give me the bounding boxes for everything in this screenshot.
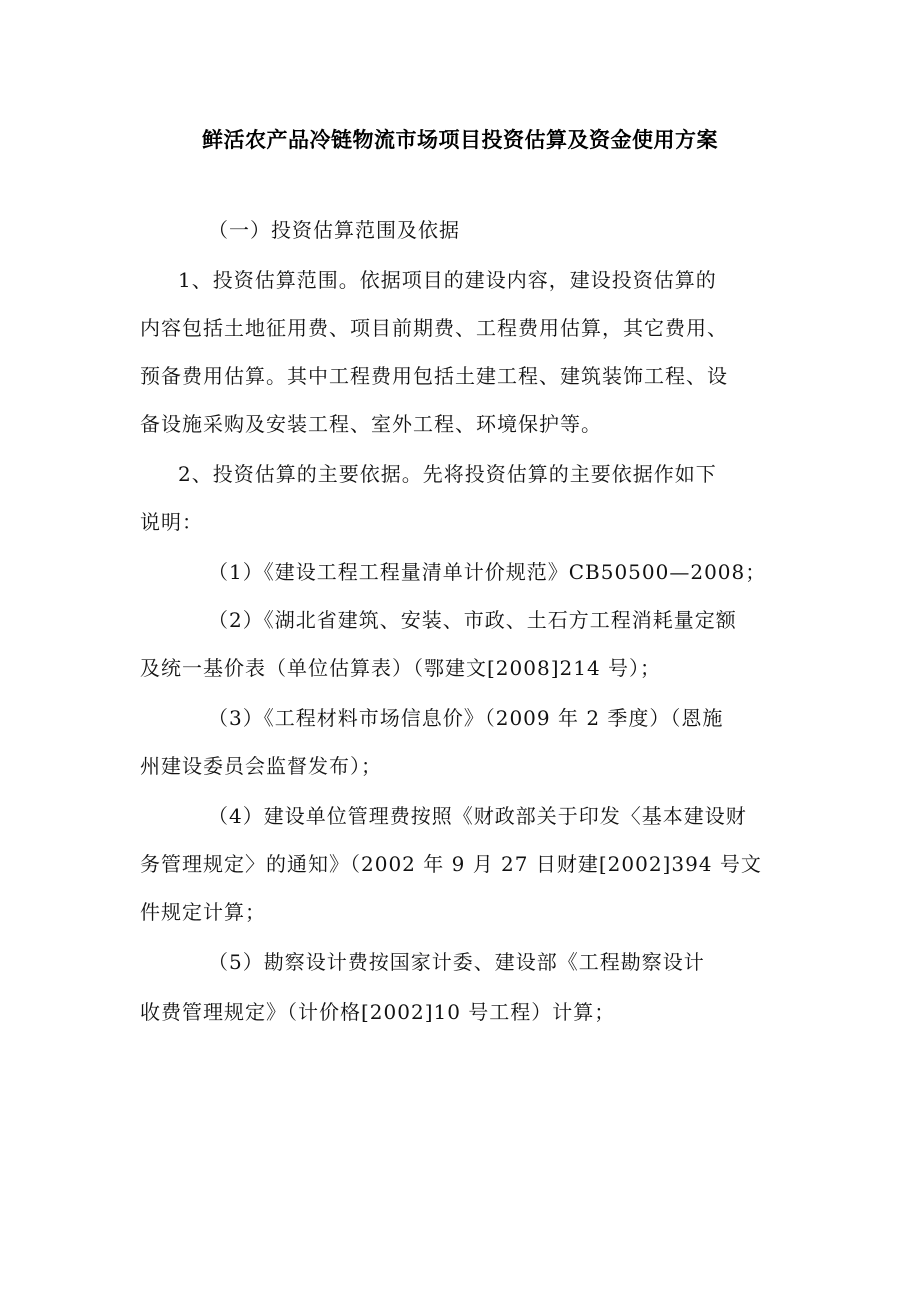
paragraph-line: 1、投资估算范围。依据项目的建设内容，建设投资估算的 — [178, 268, 717, 292]
paragraph-line: 预备费用估算。其中工程费用包括土建工程、建筑装饰工程、设 — [140, 364, 728, 388]
paragraph-line: 说明： — [140, 510, 203, 534]
list-item: （4）建设单位管理费按照《财政部关于印发〈基本建设财 — [208, 804, 747, 828]
list-item: （3）《工程材料市场信息价》（2009 年 2 季度）（恩施 — [208, 706, 724, 730]
document-title: 鲜活农产品冷链物流市场项目投资估算及资金使用方案 — [202, 128, 718, 152]
list-item-continuation: 收费管理规定》（计价格[2002]10 号工程）计算； — [140, 1000, 616, 1024]
section-heading: （一）投资估算范围及依据 — [208, 218, 460, 242]
list-item-continuation: 件规定计算； — [140, 900, 266, 924]
list-item-continuation: 州建设委员会监督发布）； — [140, 754, 382, 778]
list-item-continuation: 及统一基价表（单位估算表）（鄂建文[2008]214 号）； — [140, 656, 662, 680]
list-item-continuation: 务管理规定〉的通知》（2002 年 9 月 27 日财建[2002]394 号文 — [140, 852, 762, 876]
paragraph-line: 内容包括土地征用费、项目前期费、工程费用估算，其它费用、 — [140, 316, 728, 340]
paragraph-line: 备设施采购及安装工程、室外工程、环境保护等。 — [140, 412, 602, 436]
list-item: （5）勘察设计费按国家计委、建设部《工程勘察设计 — [208, 950, 705, 974]
list-item: （1）《建设工程工程量清单计价规范》CB50500—2008； — [208, 560, 767, 584]
paragraph-line: 2、投资估算的主要依据。先将投资估算的主要依据作如下 — [178, 462, 717, 486]
list-item: （2）《湖北省建筑、安装、市政、土石方工程消耗量定额 — [208, 608, 737, 632]
